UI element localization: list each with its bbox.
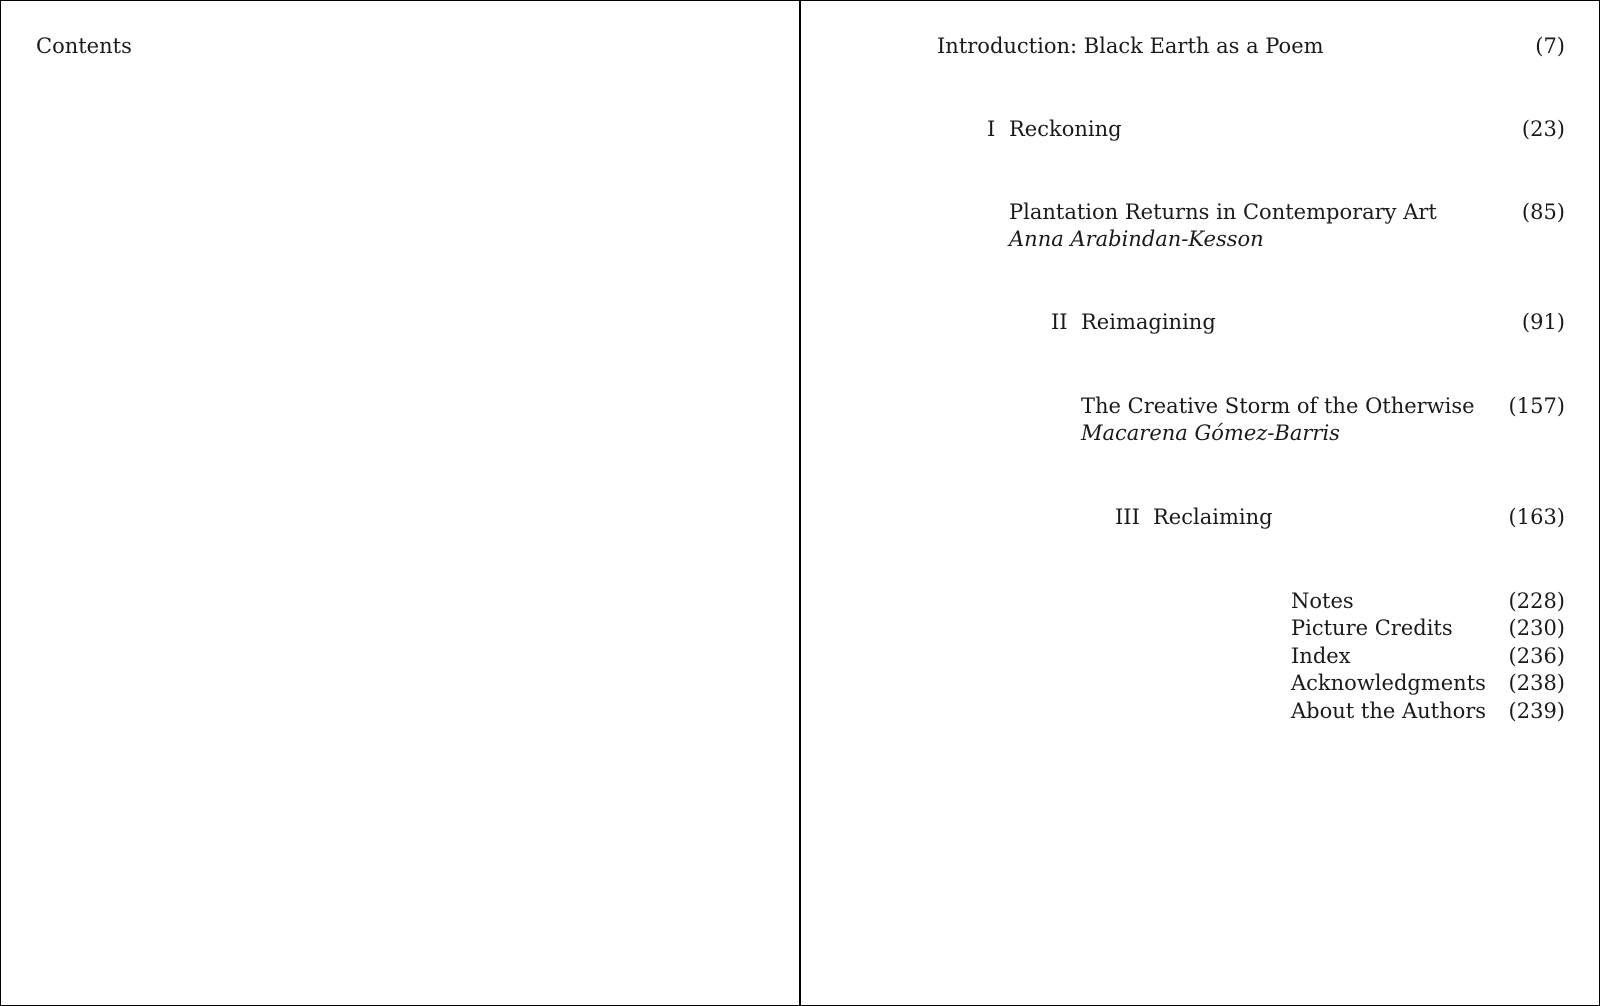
toc-picture-credits-title: Picture Credits	[1291, 616, 1453, 640]
contents-heading: Contents	[36, 34, 132, 58]
toc-about-authors-title: About the Authors	[1291, 699, 1487, 723]
toc-part2-numeral: II	[1051, 310, 1068, 334]
toc-essay1-title: Plantation Returns in Contemporary Art	[1009, 200, 1437, 224]
toc-essay2-title: The Creative Storm of the Otherwise	[1081, 394, 1475, 418]
page-gutter-line	[799, 1, 801, 1005]
toc-index-title: Index	[1291, 644, 1351, 668]
toc-about-authors-page: (239)	[1508, 699, 1565, 723]
toc-essay2-page: (157)	[1508, 394, 1565, 418]
toc-part3-title: Reclaiming	[1153, 505, 1273, 529]
toc-introduction-page: (7)	[1535, 34, 1565, 58]
toc-notes-page: (228)	[1508, 589, 1565, 613]
toc-acknowledgments-page: (238)	[1508, 671, 1565, 695]
toc-picture-credits-page: (230)	[1508, 616, 1565, 640]
toc-essay1-author: Anna Arabindan-Kesson	[1009, 227, 1264, 251]
toc-part2-page: (91)	[1521, 310, 1565, 334]
toc-essay1-page: (85)	[1521, 200, 1565, 224]
toc-notes-title: Notes	[1291, 589, 1354, 613]
toc-essay2-author: Macarena Gómez-Barris	[1081, 421, 1340, 445]
toc-index-page: (236)	[1508, 644, 1565, 668]
toc-part1-numeral: I	[987, 117, 996, 141]
toc-introduction-title: Introduction: Black Earth as a Poem	[937, 34, 1324, 58]
toc-part2-title: Reimagining	[1081, 310, 1216, 334]
toc-part1-page: (23)	[1521, 117, 1565, 141]
toc-part3-numeral: III	[1115, 505, 1140, 529]
toc-part3-page: (163)	[1508, 505, 1565, 529]
toc-acknowledgments-title: Acknowledgments	[1291, 671, 1486, 695]
toc-part1-title: Reckoning	[1009, 117, 1122, 141]
